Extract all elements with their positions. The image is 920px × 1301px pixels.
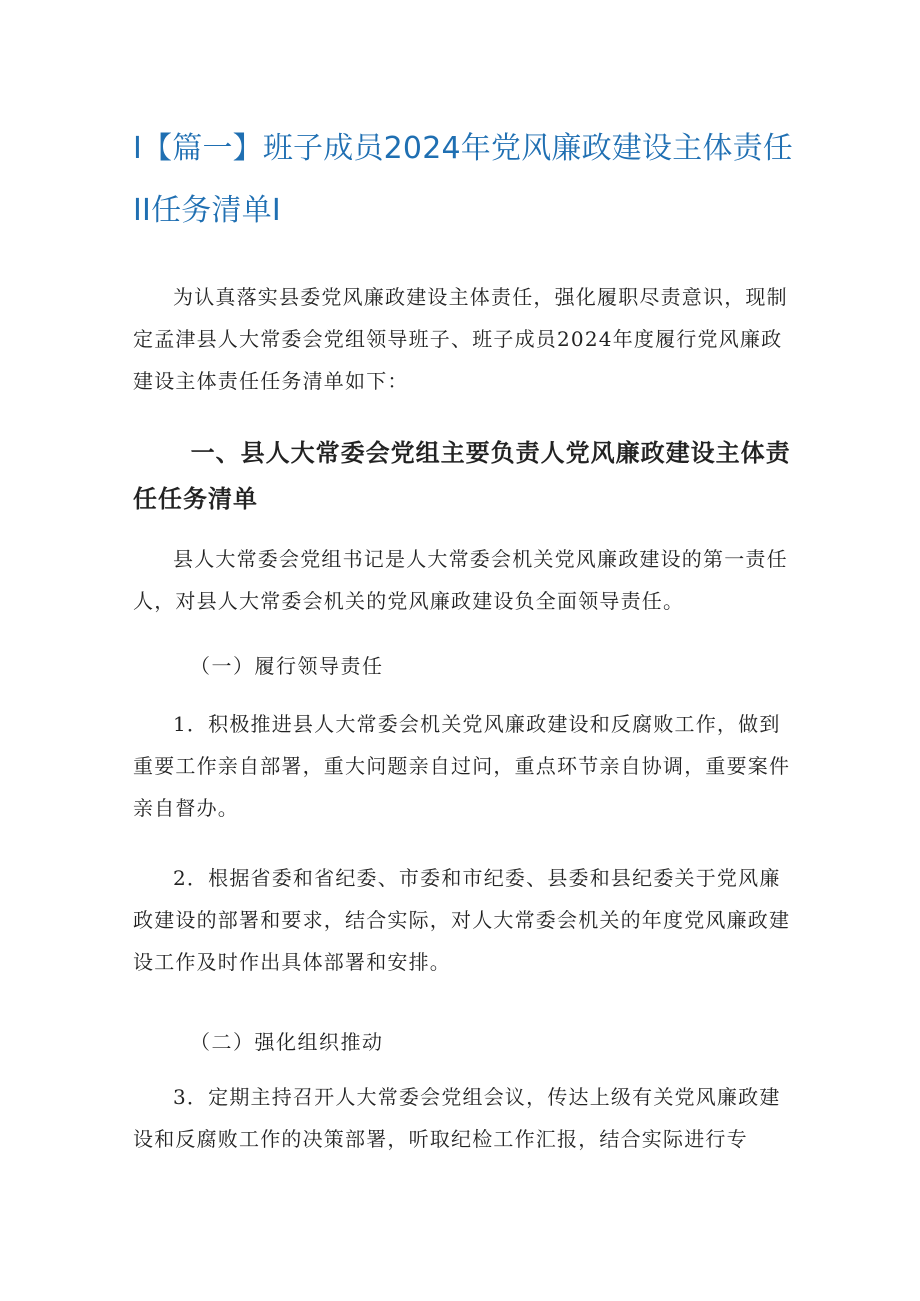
section-heading-1: 一、县人大常委会党组主要负责人党风廉政建设主体责任任务清单 [133,439,791,513]
list-item-3: 3．定期主持召开人大常委会党组会议，传达上级有关党风廉政建设和反腐败工作的决策部署，听取纪检工作汇报，结合实际进行专 [133,1085,781,1151]
subsection-heading-2: （二）强化组织推动 [190,1030,384,1054]
intro-paragraph: 为认真落实县委党风廉政建设主体责任，强化履职尽责意识，现制定孟津县人大常委会党组领导班子、班子成员2024年度履行党风廉政建设主体责任任务清单如下： [133,285,788,393]
list-item-1: 1．积极推进县人大常委会机关党风廉政建设和反腐败工作，做到重要工作亲自部署，重大问题亲自过问，重点环节亲自协调，重要案件亲自督办。 [133,712,791,820]
list-item-2: 2．根据省委和省纪委、市委和市纪委、县委和县纪委关于党风廉政建设的部署和要求，结合实际，对人大常委会机关的年度党风廉政建设工作及时作出具体部署和安排。 [133,866,791,974]
subsection-heading-1: （一）履行领导责任 [190,654,384,678]
document-title: I【篇一】班子成员2024年党风廉政建设主体责任II任务清单I [133,131,793,228]
section-1-intro-paragraph: 县人大常委会党组书记是人大常委会机关党风廉政建设的第一责任人，对县人大常委会机关的党风廉政建设负全面领导责任。 [133,547,788,613]
